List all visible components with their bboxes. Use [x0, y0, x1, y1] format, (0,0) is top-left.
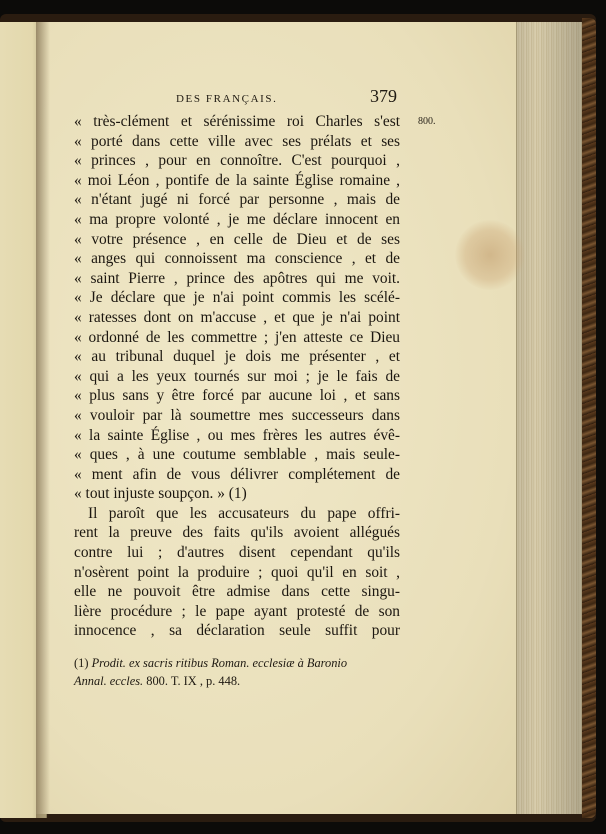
page-stack-edge: [516, 22, 583, 814]
text-line: elle ne pouvoit être admise dans cette singu-: [74, 583, 400, 601]
text-line: « votre présence , en celle de Dieu et de ses: [74, 230, 400, 248]
text-line: « ma propre volonté , je me déclare innocent en: [74, 210, 400, 228]
book-cover-edge: [582, 18, 596, 818]
text-line: « ordonné de les commettre ; j'en atteste ce Dieu: [74, 328, 400, 346]
text-line: « Je déclare que je n'ai point commis les scélé-: [74, 289, 400, 307]
text-line: « tout injuste soupçon. » (1): [74, 485, 247, 503]
text-line: « qui a les yeux tournés sur moi ; je le fais de: [74, 367, 400, 385]
text-line: « saint Pierre , prince des apôtres qui me voit.: [74, 269, 400, 287]
text-line: contre lui ; d'autres disent cependant qu'ils: [74, 544, 400, 562]
text-line: n'osèrent point la produire ; quoi qu'il en soit ,: [74, 563, 400, 581]
text-line: « anges qui connoissent ma conscience , et de: [74, 250, 400, 268]
footnote-line: [74, 654, 400, 672]
text-line: « ment afin de vous délivrer complétement de: [74, 465, 400, 483]
text-line: « vouloir par là soumettre mes successeurs dans: [74, 406, 400, 424]
page-gutter-shadow: [36, 22, 50, 818]
running-head: DES FRANÇAIS.: [176, 93, 278, 105]
body-text: [74, 112, 400, 641]
footnote: [74, 654, 400, 690]
text-line: lière procédure ; le pape ayant protesté de son: [74, 602, 400, 620]
text-line: « ratesses dont on m'accuse , et que je n'ai point: [74, 308, 400, 326]
text-line: « moi Léon , pontife de la sainte Église romaine ,: [74, 171, 400, 189]
text-line: « ques , à une coutume semblable , mais seule-: [74, 446, 400, 464]
text-line: « porté dans cette ville avec ses prélats et ses: [74, 132, 400, 150]
footnote-marker: (1): [74, 656, 89, 670]
footnote-annal: Annal. eccles.: [74, 674, 144, 688]
text-line: « très-clément et sérénissime roi Charles s'est: [74, 113, 400, 130]
text-line: Il paroît que les accusateurs du pape offri-: [88, 504, 400, 522]
text-line: innocence , sa déclaration seule suffit pour: [74, 622, 400, 640]
footnote-line: [74, 672, 400, 690]
text-line: rent la preuve des faits qu'ils avoient allégués: [74, 524, 400, 542]
page-number: 379: [370, 86, 397, 106]
text-line: « n'étant jugé ni forcé par personne , mais de: [74, 191, 400, 209]
paper-stain: [455, 220, 525, 290]
text-line: « la sainte Église , ou mes frères les autres évê-: [74, 426, 400, 444]
footnote-source: Prodit. ex sacris ritibus Roman. ecclesiæ à Baronio: [91, 656, 348, 670]
margin-year-note: 800.: [418, 116, 436, 127]
text-line: « princes , pour en connoître. C'est pourquoi ,: [74, 152, 400, 170]
footnote-reference: 800. T. IX , p. 448.: [146, 674, 241, 688]
text-line: « plus sans y être forcé par aucune loi , et sans: [74, 387, 400, 405]
text-line: « au tribunal duquel je dois me présenter , et: [74, 348, 400, 366]
